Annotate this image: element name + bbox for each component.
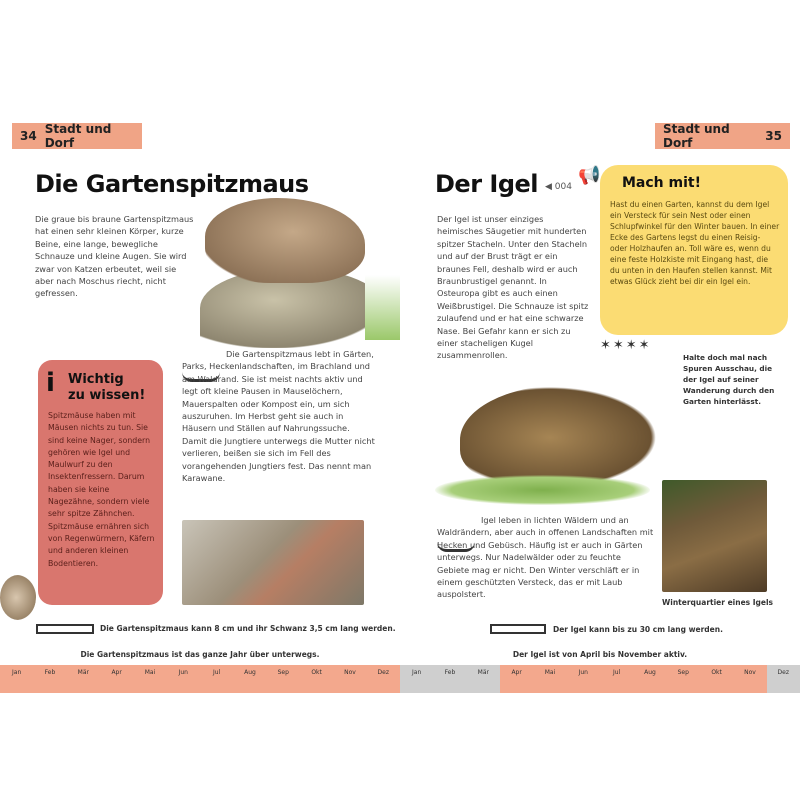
month-nov: Nov (333, 665, 366, 693)
megaphone-icon: 📢 (578, 165, 601, 186)
tracks-note: Halte doch mal nach Spuren Ausschau, die der Igel auf seiner Wanderung durch den Garten hinterlässt. (683, 353, 775, 406)
shrew-photo (182, 520, 364, 605)
page-number: 34 (20, 129, 37, 143)
month-jun: Jun (567, 665, 600, 693)
info-title-2: zu wissen! (68, 388, 146, 403)
section-tab-right (655, 123, 790, 149)
month-aug: Aug (633, 665, 666, 693)
page-number: 35 (765, 129, 782, 143)
month-feb: Feb (433, 665, 466, 693)
month-jul: Jul (600, 665, 633, 693)
mach-mit-box (600, 165, 788, 335)
month-mär: Mär (67, 665, 100, 693)
month-dez: Dez (767, 665, 800, 693)
month-bar-left (0, 665, 400, 693)
section-tab-left (12, 123, 142, 149)
month-okt: Okt (300, 665, 333, 693)
month-jun: Jun (167, 665, 200, 693)
photo-caption: Winterquartier eines Igels (662, 598, 774, 607)
month-sep: Sep (267, 665, 300, 693)
info-box (38, 360, 163, 605)
intro-text: Der Igel ist unser einziges heimisches Säugetier mit hunderten spitzer Stacheln. Unter den Stacheln und auf der Brust trägt er ein braunes Fell, deshalb wird er auch Braunbrustigel genannt. In Osteuropa gibt es auch einen Weißbrustigel. Die Schnauze ist spitz zulaufend und er hat eine schwarze Nase. Bei Gefahr kann er sich zu einer stacheligen Kugel zusammenrollen. (437, 214, 589, 361)
info-title-1: Wichtig (68, 372, 124, 387)
audio-number: 004 (554, 182, 572, 192)
mach-mit-text: Hast du einen Garten, kannst du dem Igel ein Versteck für sein Nest oder einen Schlupfwinkel für den Winter bauen. In einer Ecke des Gartens legst du einen Reisig- oder Holzhaufen an. Toll wäre es, wenn du eine feste Holzkiste mit Eingang hast, die du unten in den Haufen stellen kannst. Mit etwas Glück zieht bei dir ein Igel ein. (610, 200, 780, 286)
page-title: Der Igel (435, 170, 539, 198)
info-icon: i (46, 368, 55, 398)
size-text: Der Igel kann bis zu 30 cm lang werden. (553, 625, 723, 634)
grass-illustration (435, 475, 650, 505)
month-jan: Jan (0, 665, 33, 693)
winter-quarters-photo (662, 480, 767, 592)
section-title: Stadt und Dorf (663, 122, 730, 150)
ruler-icon (36, 624, 94, 634)
habitat-text: Igel leben in lichten Wäldern und an Waldrändern, aber auch in offenen Landschaften mit Hecken und Gebüsch. Häufig ist er auch in Gärten unterwegs. Nur Nadelwälder oder zu feuchte Gebiete mag er nicht. Den Winter verschläft er in einem geschützten Versteck, das er mit Laub auspolstert. (437, 515, 654, 600)
shrew-head-illustration (0, 575, 36, 620)
month-jul: Jul (200, 665, 233, 693)
habitat-text: Die Gartenspitzmaus lebt in Gärten, Parks, Heckenlandschaften, im Brachland und am Waldrand. Sie ist meist nachts aktiv und legt oft kleine Pausen in Mauselöchern, Mauerspalten oder Kompost ein, um sich auszuruhen. Im Herbst geht sie auch in Häusern und Ställen auf Nahrungssuche. Damit die Jungtiere unterwegs die Mutter nicht verlieren, beißen sie sich im Fell des vorangehenden Jungtiers fest. Das nennt man Karawane. (182, 349, 375, 484)
month-bar-right (400, 665, 800, 693)
footprints-icon: ✶✶✶✶ (600, 338, 652, 353)
section-title: Stadt und Dorf (44, 122, 112, 150)
month-sep: Sep (667, 665, 700, 693)
info-text: Spitzmäuse haben mit Mäusen nichts zu tun. Sie sind keine Nager, sondern gehören wie Igel und Maulwurf zu den Insektenfressern. Darum haben sie keine Nagezähne, sondern viele sehr spitze Zähnchen. Spitzmäuse ernähren sich von Regenwürmern, Käfern und anderen kleinen Bodentieren. (48, 411, 155, 568)
size-text: Die Gartenspitzmaus kann 8 cm und ihr Schwanz 3,5 cm lang werden. (100, 624, 396, 633)
shrew-illustration (205, 198, 365, 283)
mach-mit-title: Mach mit! (622, 175, 701, 191)
month-okt: Okt (700, 665, 733, 693)
speaker-icon: ◀︎ (545, 182, 555, 192)
month-jan: Jan (400, 665, 433, 693)
audio-track[interactable] (545, 182, 572, 192)
page-title: Die Gartenspitzmaus (35, 170, 309, 198)
activity-text: Die Gartenspitzmaus ist das ganze Jahr über unterwegs. (80, 650, 320, 659)
month-mai: Mai (133, 665, 166, 693)
month-nov: Nov (733, 665, 766, 693)
month-feb: Feb (33, 665, 66, 693)
month-apr: Apr (500, 665, 533, 693)
month-dez: Dez (367, 665, 400, 693)
grass-illustration (365, 275, 400, 340)
intro-text: Die graue bis braune Gartenspitzmaus hat einen sehr kleinen Körper, kurze Beine, eine lange, bewegliche Schnauze und kleine Augen. Sie wird zwar von Katzen erbeutet, weil sie aber nach Moschus riecht, nicht gefressen. (35, 214, 194, 299)
month-apr: Apr (100, 665, 133, 693)
month-mär: Mär (467, 665, 500, 693)
month-mai: Mai (533, 665, 566, 693)
ruler-icon (490, 624, 546, 634)
month-aug: Aug (233, 665, 266, 693)
activity-text: Der Igel ist von April bis November aktiv. (512, 650, 688, 659)
